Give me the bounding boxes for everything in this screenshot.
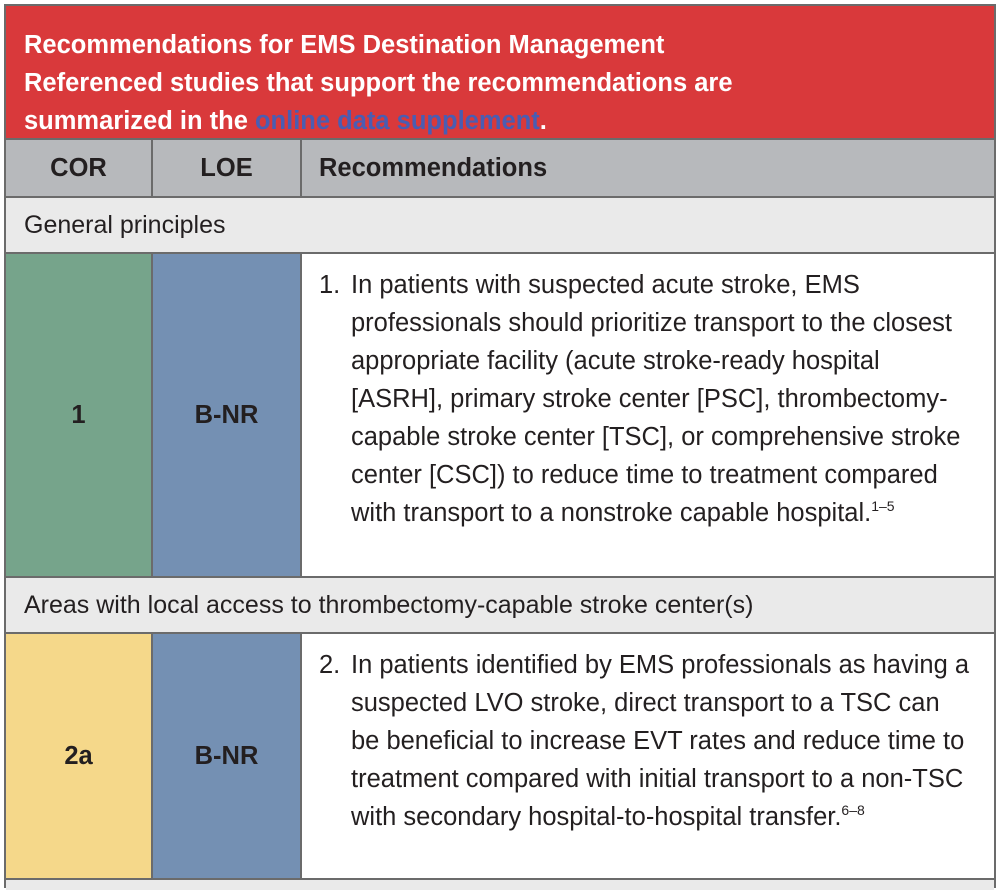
recommendation-number: 2. [319, 651, 341, 679]
reference-superscript: 6–8 [841, 802, 865, 818]
section-header-local-access: Areas with local access to thrombectomy-capable stroke center(s) [6, 578, 994, 634]
cor-cell: 1 [6, 254, 153, 576]
cor-cell: 2a [6, 634, 153, 878]
column-header-row [6, 140, 994, 198]
recommendation-text [351, 266, 974, 532]
title-line-1: Recommendations for EMS Destination Management [24, 31, 665, 59]
loe-cell: B-NR [153, 634, 302, 878]
recommendation-number: 1. [319, 271, 341, 299]
recommendation-cell [302, 634, 994, 878]
column-header-cor: COR [6, 140, 153, 196]
table-row [6, 634, 994, 880]
recommendation-text [351, 646, 974, 836]
loe-cell: B-NR [153, 254, 302, 576]
reference-superscript: 1–5 [871, 498, 895, 514]
recommendations-table [4, 4, 996, 888]
title-line-3-suffix: . [539, 107, 547, 135]
online-data-supplement-link[interactable]: online data supplement [254, 107, 540, 135]
recommendation-cell [302, 254, 994, 576]
title-line-3-prefix: summarized in the [24, 107, 255, 135]
recommendation-body: In patients identified by EMS professionals as having a suspected LVO stroke, direct transport to a TSC can be beneficial to increase EVT rates and reduce time to treatment compared with initial transport to a non-TSC with secondary hospital-to-hospital transfer. [351, 651, 970, 831]
column-header-recommendations: Recommendations [319, 153, 548, 182]
next-section-band [6, 880, 994, 890]
title-line-2: Referenced studies that support the recommendations are [24, 69, 733, 97]
recommendation-body: In patients with suspected acute stroke, EMS professionals should prioritize transport to the closest appropriate facility (acute stroke-ready hospital [ASRH], primary stroke center [PSC], thrombectomy-capable stroke center [TSC], or comprehensive stroke center [CSC]) to reduce time to treatment compared with transport to a nonstroke capable hospital. [351, 271, 961, 527]
table-title [6, 6, 994, 140]
column-header-loe: LOE [153, 140, 302, 196]
section-header-general-principles: General principles [6, 198, 994, 254]
table-row [6, 254, 994, 578]
title-line-3 [24, 102, 976, 140]
